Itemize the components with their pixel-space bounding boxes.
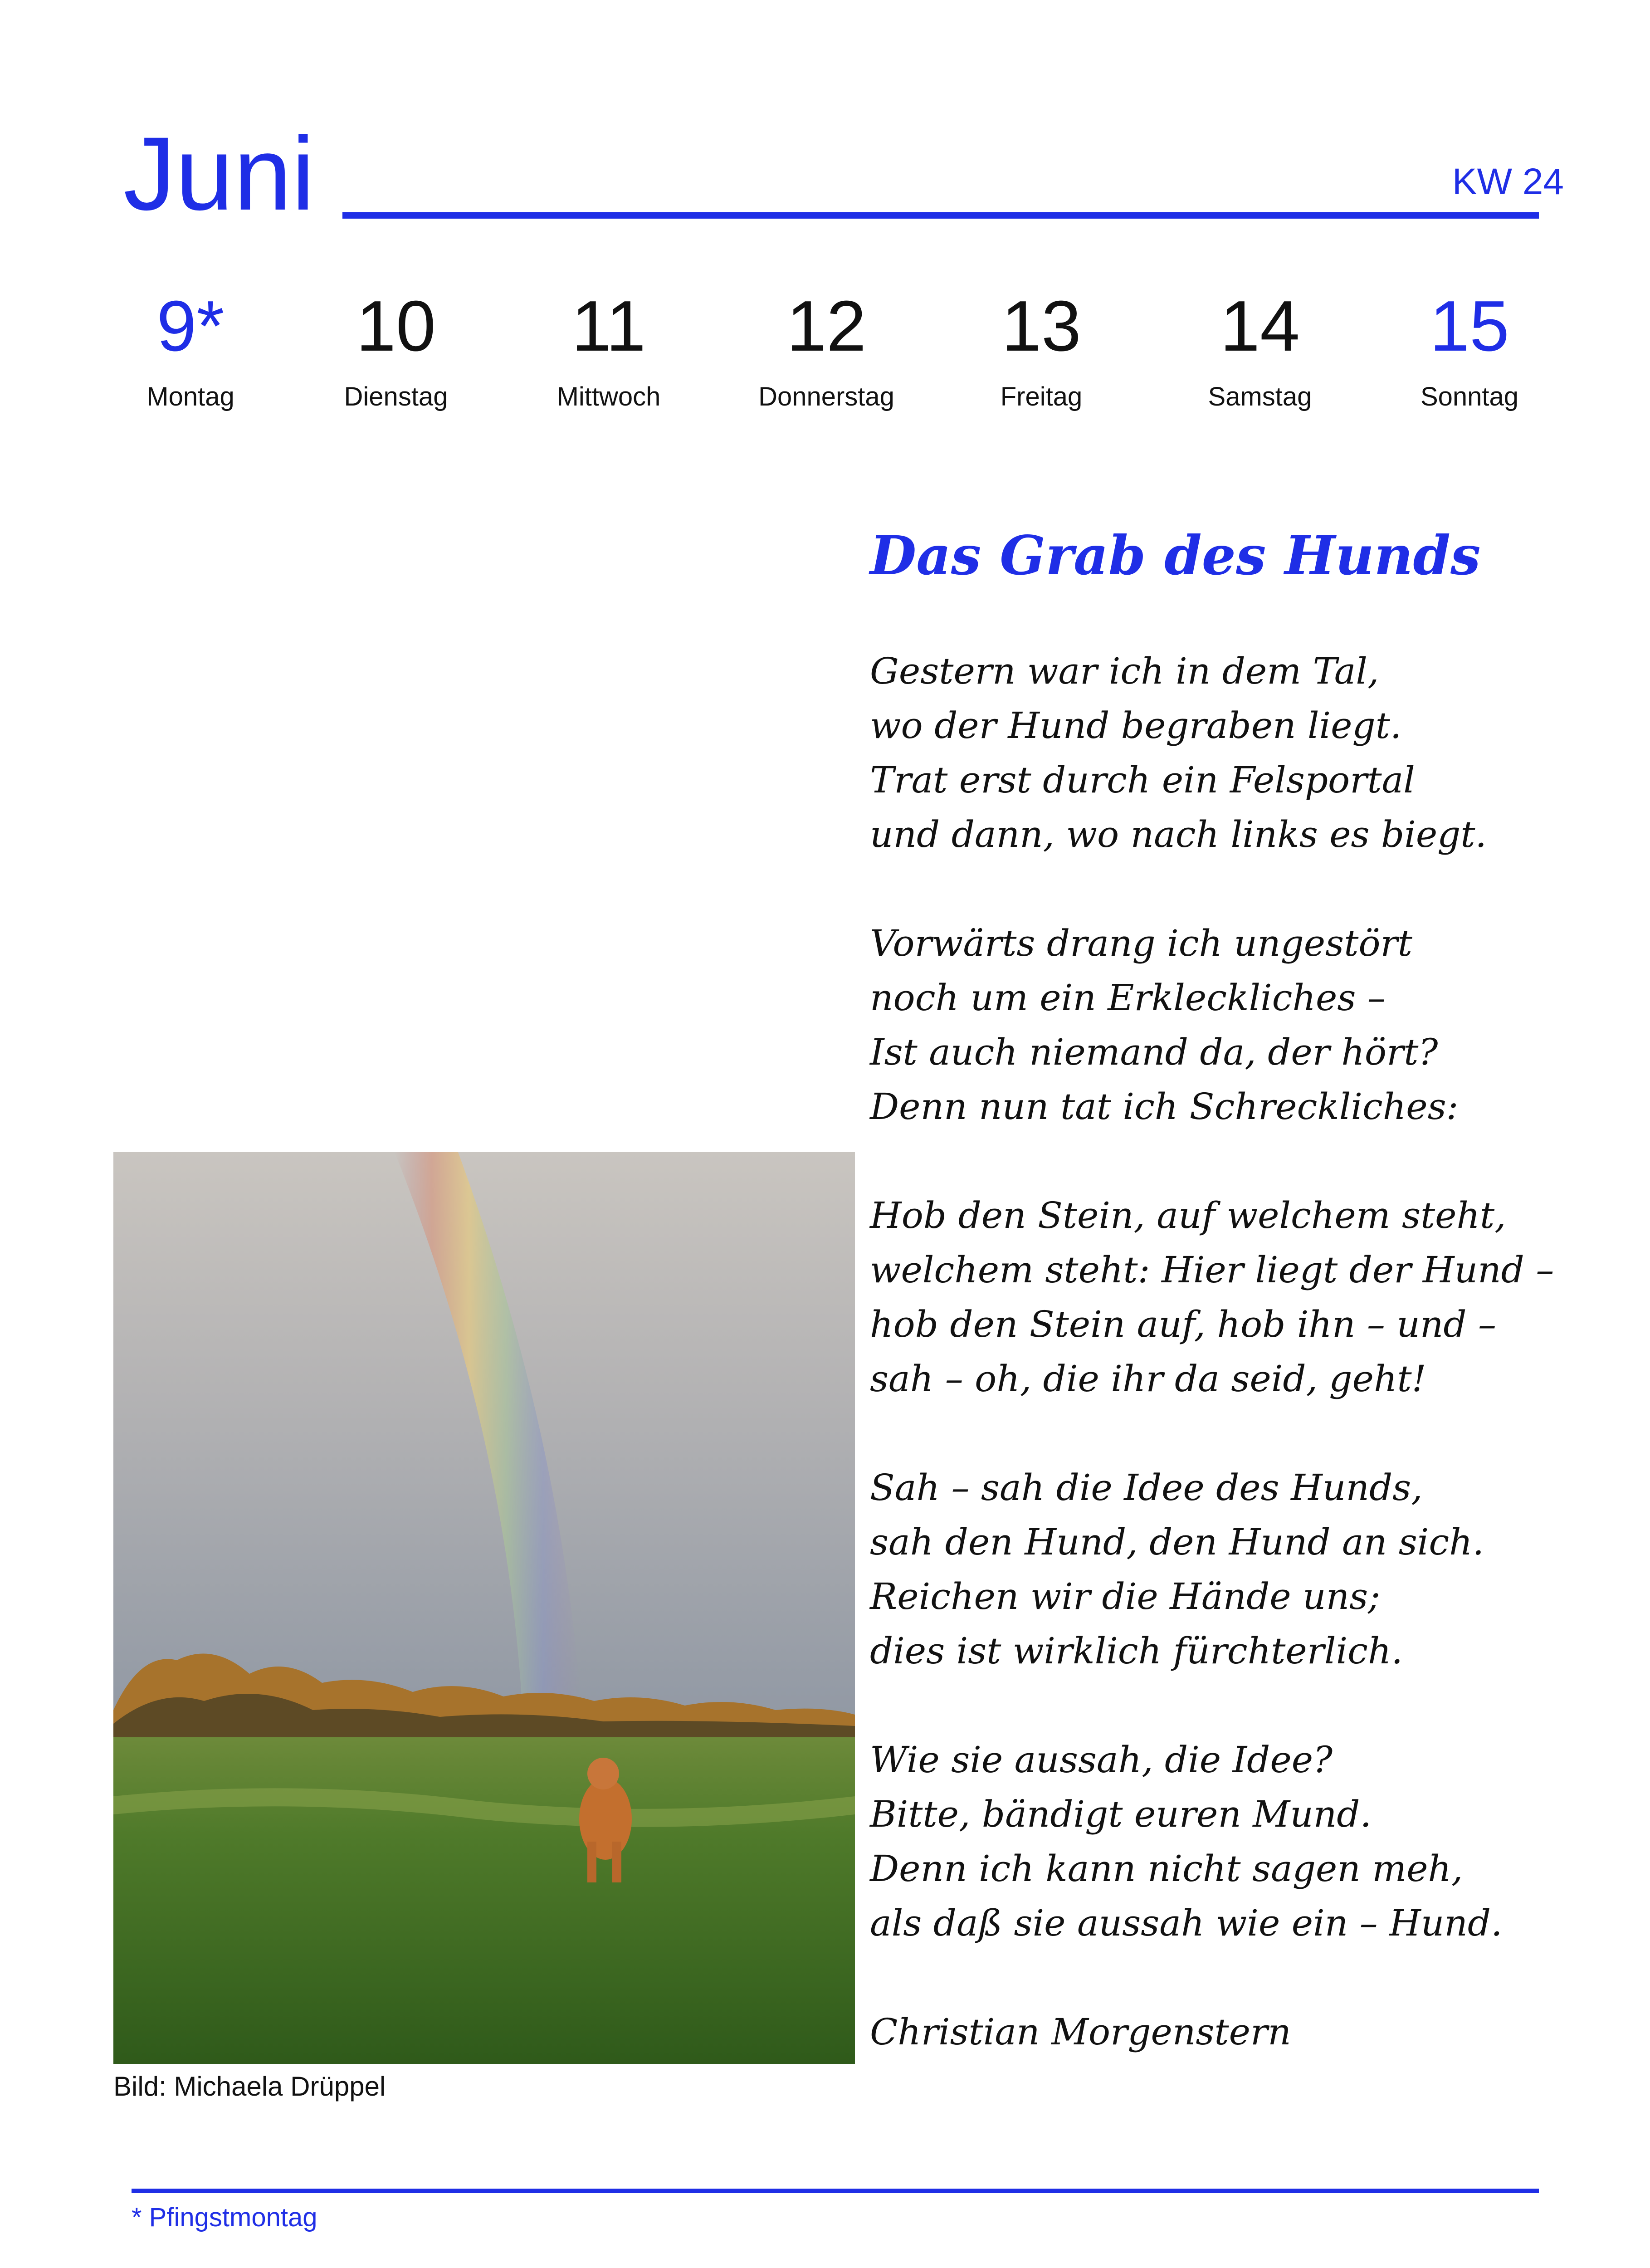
poem-line: Vorwärts drang ich ungestört — [870, 922, 1412, 964]
day-wednesday — [513, 286, 704, 411]
poem-stanza — [870, 1733, 1554, 1950]
poem-stanza — [870, 644, 1554, 862]
day-saturday — [1165, 286, 1355, 411]
photo-caption: Bild: Michaela Drüppel — [113, 2071, 386, 2102]
poem-line: sah den Hund, den Hund an sich. — [870, 1521, 1484, 1563]
day-name: Samstag — [1208, 382, 1312, 411]
photo-dog-rainbow — [113, 1152, 855, 2064]
day-number: 12 — [786, 286, 866, 366]
day-name: Montag — [146, 382, 234, 411]
poem-line: Bitte, bändigt euren Mund. — [870, 1793, 1372, 1835]
day-monday — [95, 286, 286, 411]
poem-stanza — [870, 1188, 1554, 1406]
day-number: 13 — [1001, 286, 1081, 366]
day-number: 9* — [156, 286, 225, 366]
day-name: Donnerstag — [758, 382, 894, 411]
poem-stanza — [870, 1461, 1554, 1678]
day-friday — [946, 286, 1137, 411]
poem-line: Hob den Stein, auf welchem steht, — [870, 1194, 1506, 1237]
poem-line: noch um ein Erkleckliches – — [870, 977, 1386, 1019]
poem-title: Das Grab des Hunds — [870, 524, 1481, 587]
holiday-footnote: * Pfingstmontag — [132, 2203, 317, 2232]
poem-line: und dann, wo nach links es biegt. — [870, 813, 1487, 855]
poem-line: sah – oh, die ihr da seid, geht! — [870, 1358, 1426, 1400]
day-name: Dienstag — [344, 382, 448, 411]
poem-line: Gestern war ich in dem Tal, — [870, 650, 1379, 692]
poem-line: Sah – sah die Idee des Hunds, — [870, 1466, 1423, 1509]
poem-stanza — [870, 916, 1554, 1134]
day-number: 10 — [356, 286, 436, 366]
photo-illustration — [113, 1152, 855, 2064]
calendar-week: KW 24 — [1452, 161, 1564, 202]
day-sunday — [1374, 286, 1565, 411]
poem-line: welchem steht: Hier liegt der Hund – — [870, 1249, 1554, 1291]
poem-line: Denn nun tat ich Schreckliches: — [870, 1085, 1459, 1128]
poem-line: als daß sie aussah wie ein – Hund. — [870, 1902, 1503, 1944]
poem-line: wo der Hund begraben liegt. — [870, 704, 1402, 747]
poem-line: Reichen wir die Hände uns; — [870, 1575, 1381, 1618]
poem-line: hob den Stein auf, hob ihn – und – — [870, 1303, 1497, 1345]
day-tuesday — [301, 286, 491, 411]
poem-line: Denn ich kann nicht sagen meh, — [870, 1848, 1463, 1890]
footer-divider — [132, 2189, 1539, 2193]
poem-line: Ist auch niemand da, der hört? — [870, 1031, 1438, 1073]
poem-body — [870, 644, 1554, 2059]
day-thursday — [731, 286, 922, 411]
poem-author: Christian Morgenstern — [870, 2011, 1291, 2053]
day-number: 14 — [1220, 286, 1300, 366]
day-name: Sonntag — [1420, 382, 1519, 411]
day-name: Freitag — [1000, 382, 1083, 411]
poem-line: Wie sie aussah, die Idee? — [870, 1739, 1333, 1781]
day-number: 15 — [1430, 286, 1509, 366]
day-name: Mittwoch — [557, 382, 661, 411]
poem-line: Trat erst durch ein Felsportal — [870, 759, 1415, 801]
header-divider — [342, 212, 1539, 219]
day-number: 11 — [571, 286, 646, 366]
month-title: Juni — [123, 115, 315, 232]
poem-line: dies ist wirklich fürchterlich. — [870, 1630, 1403, 1672]
